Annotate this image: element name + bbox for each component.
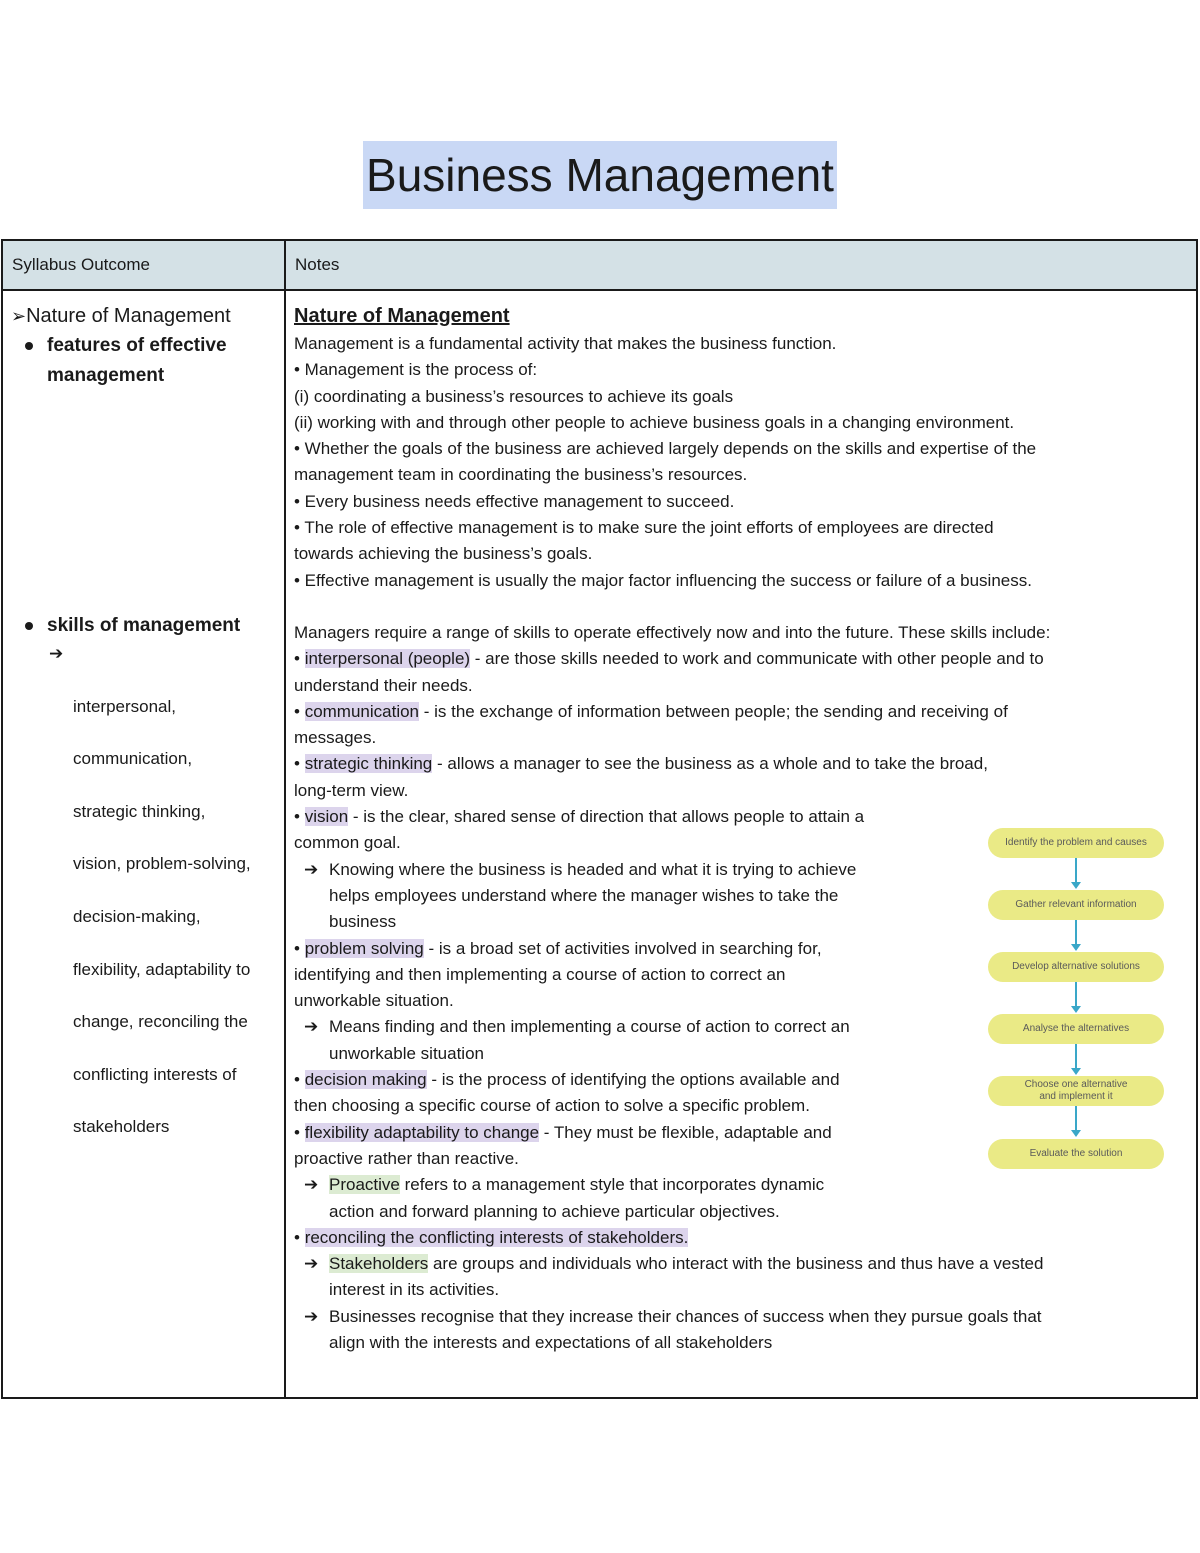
spacer bbox=[11, 391, 284, 611]
header-syllabus-outcome: Syllabus Outcome bbox=[2, 240, 285, 290]
sub-line: vision, problem-solving, bbox=[73, 854, 251, 874]
arrow-right-icon: ➔ bbox=[304, 1175, 319, 1195]
definition: refers to a management style that incorporates dynamic bbox=[399, 1175, 825, 1195]
flow-step: Evaluate the solution bbox=[988, 1139, 1164, 1169]
flow-step: Analyse the alternatives bbox=[988, 1014, 1164, 1044]
definition: - They must be flexible, adaptable and bbox=[539, 1122, 832, 1142]
skill-strategic bbox=[294, 751, 1196, 777]
term-interpersonal: interpersonal (people) bbox=[304, 649, 471, 669]
notes-line: identifying and then implementing a course of action to correct an bbox=[294, 964, 786, 984]
notes-line bbox=[329, 1251, 1196, 1277]
sub-line: change, reconciling the bbox=[73, 1012, 248, 1032]
notes-line: management team in coordinating the business’s resources. bbox=[294, 465, 748, 485]
notes-line: • Management is the process of: bbox=[294, 360, 538, 380]
definition: are groups and individuals who interact with the business and thus have a vested bbox=[428, 1254, 1044, 1274]
notes-line: messages. bbox=[294, 728, 377, 748]
arrow-down-icon bbox=[1071, 1006, 1081, 1013]
flow-connector bbox=[1075, 982, 1077, 1006]
notes-line: Means finding and then implementing a course of action to correct an bbox=[329, 1017, 850, 1037]
flow-step-line: and implement it bbox=[1039, 1091, 1113, 1102]
definition: - is the clear, shared sense of direction that allows people to attain a bbox=[348, 807, 865, 827]
notes-line: interest in its activities. bbox=[329, 1280, 500, 1300]
sub-line: stakeholders bbox=[73, 1117, 170, 1137]
definition: - are those skills needed to work and communicate with other people and to bbox=[470, 649, 1044, 669]
outcome-bullet-line: management bbox=[47, 365, 165, 386]
outcome-cell bbox=[2, 290, 285, 1398]
problem-solving-flowchart bbox=[988, 828, 1166, 1173]
spacer bbox=[294, 594, 1196, 620]
flow-connector bbox=[1075, 920, 1077, 944]
bullet: • bbox=[294, 938, 300, 958]
sub-line: decision-making, bbox=[73, 906, 201, 926]
flow-step: Develop alternative solutions bbox=[988, 952, 1164, 982]
arrow-bullet-icon: ➢ bbox=[11, 306, 27, 326]
notes-line: • Effective management is usually the major factor influencing the success or failure of a business. bbox=[294, 570, 1032, 590]
outcome-sub-list bbox=[11, 641, 293, 1167]
bullet: • bbox=[294, 701, 300, 721]
flow-step: Identify the problem and causes bbox=[988, 828, 1164, 858]
outcome-heading bbox=[11, 301, 284, 331]
term-problem-solving: problem solving bbox=[304, 938, 424, 958]
notes-heading: Nature of Management bbox=[294, 305, 510, 327]
notes-line: (i) coordinating a business’s resources to achieve its goals bbox=[294, 386, 734, 406]
notes-content bbox=[286, 291, 1196, 1356]
sub-line: conflicting interests of bbox=[73, 1064, 237, 1084]
definition: - allows a manager to see the business as a whole and to take the broad, bbox=[432, 754, 988, 774]
arrow-right-icon: ➔ bbox=[304, 1254, 319, 1274]
notes-line: Businesses recognise that they increase their chances of success when they pursue goals that bbox=[329, 1306, 1042, 1326]
sub-line: interpersonal, bbox=[73, 696, 177, 716]
definition: - is a broad set of activities involved in searching for, bbox=[423, 938, 822, 958]
arrow-right-icon: ➔ bbox=[304, 1306, 319, 1326]
notes-line: Knowing where the business is headed and what it is trying to achieve bbox=[329, 859, 857, 879]
sub-line: flexibility, adaptability to bbox=[73, 959, 251, 979]
arrow-right-icon: ➔ bbox=[304, 1017, 319, 1037]
outcome-bullet-skills: skills of management bbox=[11, 611, 284, 641]
skills-intro: Managers require a range of skills to operate effectively now and into the future. These skills include: bbox=[294, 622, 1051, 642]
flow-step-line: Choose one alternative bbox=[1024, 1079, 1128, 1090]
businesses-sub bbox=[294, 1304, 1196, 1357]
bullet: • bbox=[294, 1070, 300, 1090]
outcome-bullet-features bbox=[11, 331, 284, 391]
notes-line: proactive rather than reactive. bbox=[294, 1148, 519, 1168]
skill-communication bbox=[294, 699, 1196, 725]
stakeholders-sub bbox=[294, 1251, 1196, 1304]
definition: - is the exchange of information between people; the sending and receiving of bbox=[419, 701, 1008, 721]
term-proactive: Proactive bbox=[329, 1175, 400, 1195]
notes-line: • The role of effective management is to make sure the joint efforts of employees are directed bbox=[294, 518, 994, 538]
notes-line: towards achieving the business’s goals. bbox=[294, 544, 593, 564]
notes-line bbox=[329, 1172, 1196, 1198]
notes-line: unworkable situation. bbox=[294, 991, 454, 1011]
notes-line: • Every business needs effective management to succeed. bbox=[294, 491, 735, 511]
arrow-right-icon: ➔ bbox=[304, 859, 319, 879]
header-notes: Notes bbox=[285, 240, 1197, 290]
notes-table bbox=[1, 239, 1198, 1399]
sub-line: communication, bbox=[73, 749, 193, 769]
notes-line: common goal. bbox=[294, 833, 401, 853]
notes-line: business bbox=[329, 912, 397, 932]
title-wrap bbox=[0, 141, 1200, 209]
notes-line: understand their needs. bbox=[294, 675, 473, 695]
arrow-down-icon bbox=[1071, 882, 1081, 889]
bullet: • bbox=[294, 807, 300, 827]
bullet: • bbox=[294, 754, 300, 774]
bullet: • bbox=[294, 649, 300, 669]
term-flexibility: flexibility adaptability to change bbox=[304, 1122, 540, 1142]
notes-line: (ii) working with and through other people to achieve business goals in a changing environment. bbox=[294, 412, 1015, 432]
arrow-down-icon bbox=[1071, 1130, 1081, 1137]
flow-connector bbox=[1075, 1044, 1077, 1068]
outcome-content bbox=[3, 291, 284, 1167]
term-communication: communication bbox=[304, 701, 420, 721]
notes-line: • Whether the goals of the business are achieved largely depends on the skills and expertise of the bbox=[294, 439, 1037, 459]
proactive-sub bbox=[294, 1172, 1196, 1225]
outcome-bullet-line: features of effective bbox=[47, 335, 227, 356]
term-reconciling: reconciling the conflicting interests of stakeholders. bbox=[304, 1227, 689, 1247]
notes-line: Management is a fundamental activity that makes the business function. bbox=[294, 334, 837, 353]
outcome-heading-text: Nature of Management bbox=[26, 305, 231, 327]
arrow-right-icon: ➔ bbox=[49, 644, 64, 663]
arrow-down-icon bbox=[1071, 1068, 1081, 1075]
term-strategic: strategic thinking bbox=[304, 754, 433, 774]
notes-line: helps employees understand where the manager wishes to take the bbox=[329, 885, 839, 905]
table-header-row bbox=[2, 240, 1197, 290]
notes-line: action and forward planning to achieve particular objectives. bbox=[329, 1201, 780, 1221]
bullet: • bbox=[294, 1227, 300, 1247]
flow-step bbox=[988, 1076, 1164, 1106]
notes-line: then choosing a specific course of action to solve a specific problem. bbox=[294, 1096, 810, 1116]
skill-vision bbox=[294, 804, 1196, 830]
skill-interpersonal bbox=[294, 646, 1196, 672]
flow-connector bbox=[1075, 1106, 1077, 1130]
page-title: Business Management bbox=[363, 141, 837, 209]
notes-line: unworkable situation bbox=[329, 1043, 484, 1063]
bullet: • bbox=[294, 1122, 300, 1142]
sub-line: strategic thinking, bbox=[73, 801, 206, 821]
flow-step: Gather relevant information bbox=[988, 890, 1164, 920]
definition: - is the process of identifying the options available and bbox=[426, 1070, 840, 1090]
term-stakeholders: Stakeholders bbox=[329, 1254, 429, 1274]
term-decision-making: decision making bbox=[304, 1070, 427, 1090]
notes-line: align with the interests and expectations of all stakeholders bbox=[329, 1332, 773, 1352]
arrow-down-icon bbox=[1071, 944, 1081, 951]
skill-reconciling bbox=[294, 1225, 1196, 1251]
flow-connector bbox=[1075, 858, 1077, 882]
notes-line: long-term view. bbox=[294, 780, 409, 800]
term-vision: vision bbox=[304, 807, 349, 827]
